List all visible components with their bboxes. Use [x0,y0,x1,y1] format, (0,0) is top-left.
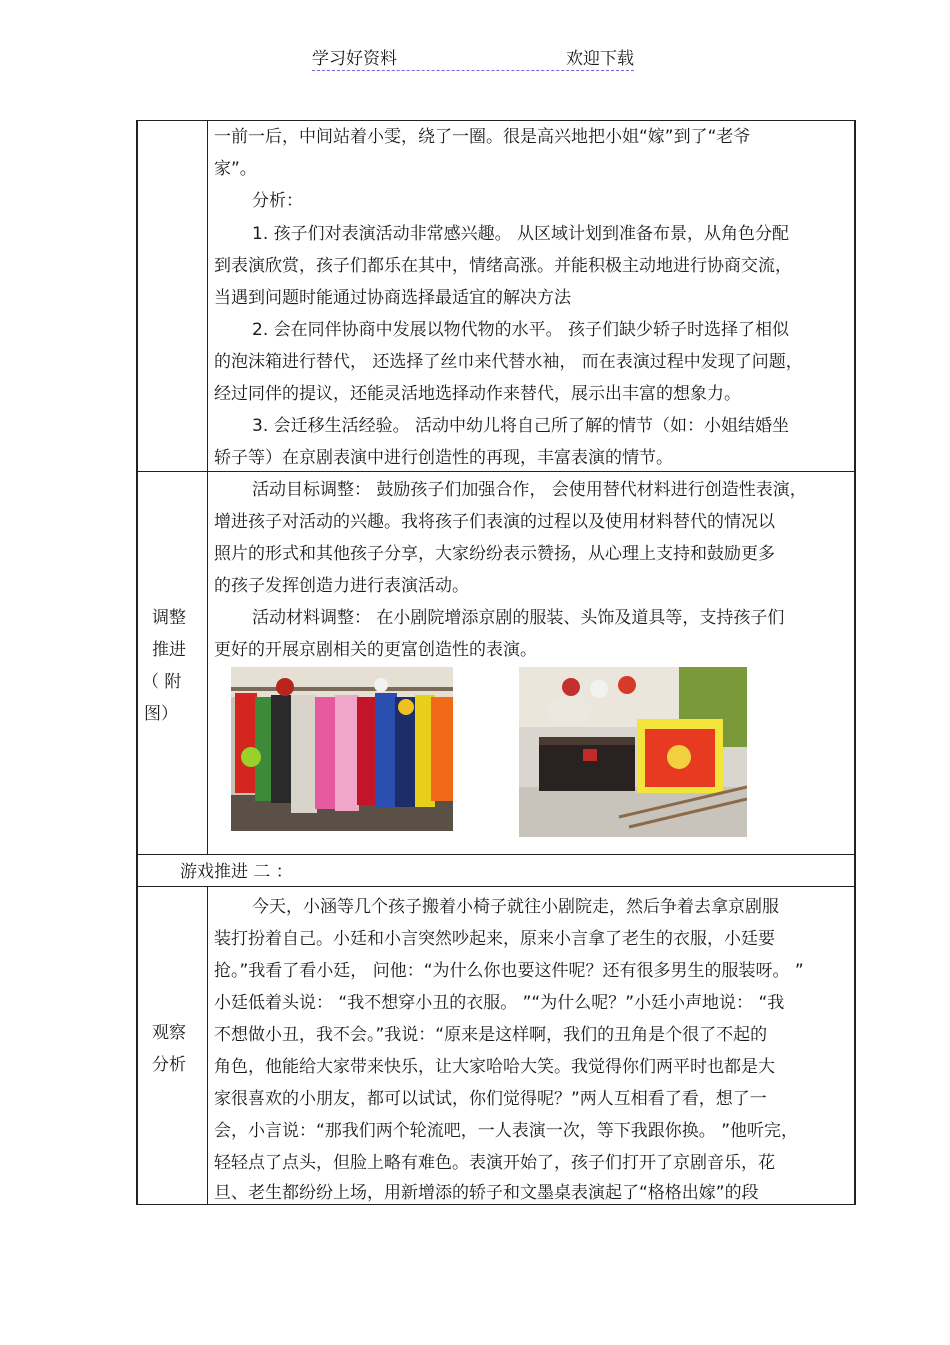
text-line: 增进孩子对活动的兴趣。我将孩子们表演的过程以及使用材料替代的情况以 [214,512,775,532]
text-line: 轻轻点了点头，但脸上略有难色。表演开始了，孩子们打开了京剧音乐，花 [214,1153,775,1173]
analysis-content [214,121,854,473]
text-line: 会，小言说：“那我们两个轮流吧，一人表演一次，等下我跟你换。 ”他听完， [214,1121,799,1141]
text-line: 当遇到问题时能通过协商选择最适宜的解决方法 [214,288,571,308]
label-line: （ 附 [142,672,182,692]
text-line: 一前一后，中间站着小雯，绕了一圈。很是高兴地把小姐“嫁”到了“老爷 [214,127,751,147]
sedan-chair-image [519,667,747,837]
text-line: 更好的开展京剧相关的更富创造性的表演。 [214,640,537,660]
label-line: 分析 [152,1055,186,1075]
sedan-chair-photo [519,667,747,837]
analysis-label-cell [138,121,208,471]
page-header [312,48,634,71]
text-line: 家”。 [214,159,257,179]
game-progress-heading-row [136,855,856,887]
text-line: 的泡沫箱进行替代， 还选择了丝巾来代替水袖， 而在表演过程中发现了问题， [214,352,803,372]
text-line: 活动目标调整： 鼓励孩子们加强合作， 会使用替代材料进行创造性表演， [252,480,807,500]
label-line: 图） [144,704,178,724]
text-line: 经过同伴的提议，还能灵活地选择动作来替代，展示出丰富的想象力。 [214,384,741,404]
text-line: 今天，小涵等几个孩子搬着小椅子就往小剧院走，然后争着去拿京剧服 [252,897,779,917]
text-line: 抢。”我看了看小廷， 问他：“为什么你也要这件呢？还有很多男生的服装呀。 ” [214,961,804,981]
text-line: 小廷低着头说： “我不想穿小丑的衣服。 ”“为什么呢？”小廷小声地说： “我 [214,993,785,1013]
text-line: 活动材料调整： 在小剧院增添京剧的服装、头饰及道具等，支持孩子们 [252,608,785,628]
header-left-text: 学习好资料 [312,49,397,69]
observation-content [214,887,854,1205]
text-line: 家很喜欢的小朋友，都可以试试，你们觉得呢？”两人互相看了看，想了一 [214,1089,767,1109]
costume-rack-photo [231,667,453,831]
text-line: 轿子等）在京剧表演中进行创造性的再现，丰富表演的情节。 [214,448,673,468]
text-line: 分析： [252,191,303,211]
text-line: 的孩子发挥创造力进行表演活动。 [214,576,469,596]
header-right-text: 欢迎下载 [566,49,634,69]
section-heading: 游戏推进 二 ： [180,862,293,882]
record-table [136,120,856,1205]
text-line: 到表演欣赏，孩子们都乐在其中，情绪高涨。并能积极主动地进行协商交流， [214,256,792,276]
observation-row [136,887,856,1205]
analysis-row [136,120,856,472]
text-line: 3. 会迁移生活经验。 活动中幼儿将自己所了解的情节（如：小姐结婚坐 [252,416,790,436]
text-line: 不想做小丑，我不会。”我说：“原来是这样啊，我们的丑角是个很了不起的 [214,1025,768,1045]
text-line: 照片的形式和其他孩子分享，大家纷纷表示赞扬，从心理上支持和鼓励更多 [214,544,775,564]
adjustment-label-cell [138,472,208,854]
label-line: 推进 [152,640,186,660]
text-line: 2. 会在同伴协商中发展以物代物的水平。 孩子们缺少轿子时选择了相似 [252,320,790,340]
costume-rack-image [231,667,453,831]
observation-label-cell [138,887,208,1204]
text-line: 旦、老生都纷纷上场，用新增添的轿子和文墨桌表演起了“格格出嫁”的段 [214,1183,759,1203]
adjustment-row [136,472,856,855]
label-line: 观察 [152,1023,186,1043]
label-line: 调整 [152,608,186,628]
text-line: 角色，他能给大家带来快乐，让大家哈哈大笑。我觉得你们两平时也都是大 [214,1057,775,1077]
text-line: 装打扮着自己。小廷和小言突然吵起来，原来小言拿了老生的衣服，小廷要 [214,929,775,949]
text-line: 1. 孩子们对表演活动非常感兴趣。 从区域计划到准备布景，从角色分配 [252,224,790,244]
